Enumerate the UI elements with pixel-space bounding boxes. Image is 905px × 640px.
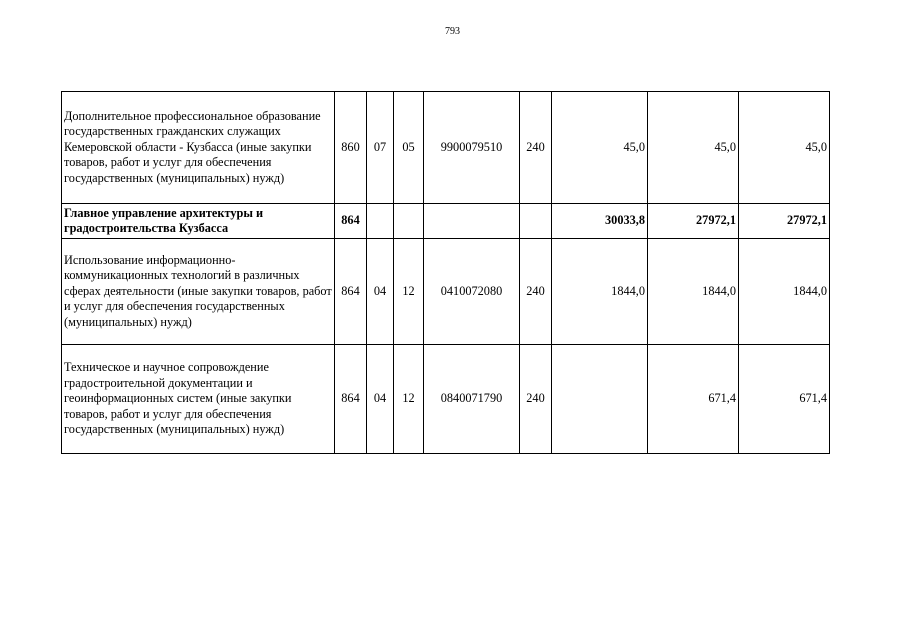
sum-year-1	[552, 345, 648, 454]
expense-type-code: 240	[520, 239, 552, 345]
sum-year-1: 45,0	[552, 92, 648, 204]
sum-year-2: 45,0	[648, 92, 739, 204]
section-code	[367, 204, 394, 239]
expense-type-code: 240	[520, 345, 552, 454]
subsection-code	[394, 204, 424, 239]
sum-year-3: 671,4	[739, 345, 830, 454]
target-article-code: 0840071790	[424, 345, 520, 454]
section-code: 04	[367, 239, 394, 345]
sum-year-2: 1844,0	[648, 239, 739, 345]
ministry-code: 864	[335, 204, 367, 239]
ministry-code: 864	[335, 239, 367, 345]
sum-year-3: 27972,1	[739, 204, 830, 239]
section-code: 07	[367, 92, 394, 204]
ministry-code: 864	[335, 345, 367, 454]
expense-type-code	[520, 204, 552, 239]
sum-year-1: 30033,8	[552, 204, 648, 239]
target-article-code: 9900079510	[424, 92, 520, 204]
row-description: Техническое и научное сопровождение градостроительной документации и геоинформационных систем (иные закупки товаров, работ и услуг для обеспечения государственных (муниципальных) нужд)	[62, 345, 335, 454]
page-number: 793	[445, 26, 460, 37]
section-code: 04	[367, 345, 394, 454]
row-description: Дополнительное профессиональное образование государственных гражданских служащих Кемеровской области - Кузбасса (иные закупки товаров, работ и услуг для обеспечения государственных (муниципальных) нужд)	[62, 92, 335, 204]
sum-year-3: 1844,0	[739, 239, 830, 345]
budget-table	[61, 91, 830, 454]
table-row	[62, 204, 830, 239]
row-description: Главное управление архитектуры и градостроительства Кузбасса	[62, 204, 335, 239]
table-row	[62, 239, 830, 345]
sum-year-3: 45,0	[739, 92, 830, 204]
sum-year-1: 1844,0	[552, 239, 648, 345]
subsection-code: 05	[394, 92, 424, 204]
ministry-code: 860	[335, 92, 367, 204]
table-row	[62, 92, 830, 204]
row-description: Использование информационно-коммуникационных технологий в различных сферах деятельности (иные закупки товаров, работ и услуг для обеспечения государственных (муниципальных) нужд)	[62, 239, 335, 345]
target-article-code: 0410072080	[424, 239, 520, 345]
sum-year-2: 671,4	[648, 345, 739, 454]
target-article-code	[424, 204, 520, 239]
subsection-code: 12	[394, 239, 424, 345]
table-row	[62, 345, 830, 454]
subsection-code: 12	[394, 345, 424, 454]
sum-year-2: 27972,1	[648, 204, 739, 239]
expense-type-code: 240	[520, 92, 552, 204]
